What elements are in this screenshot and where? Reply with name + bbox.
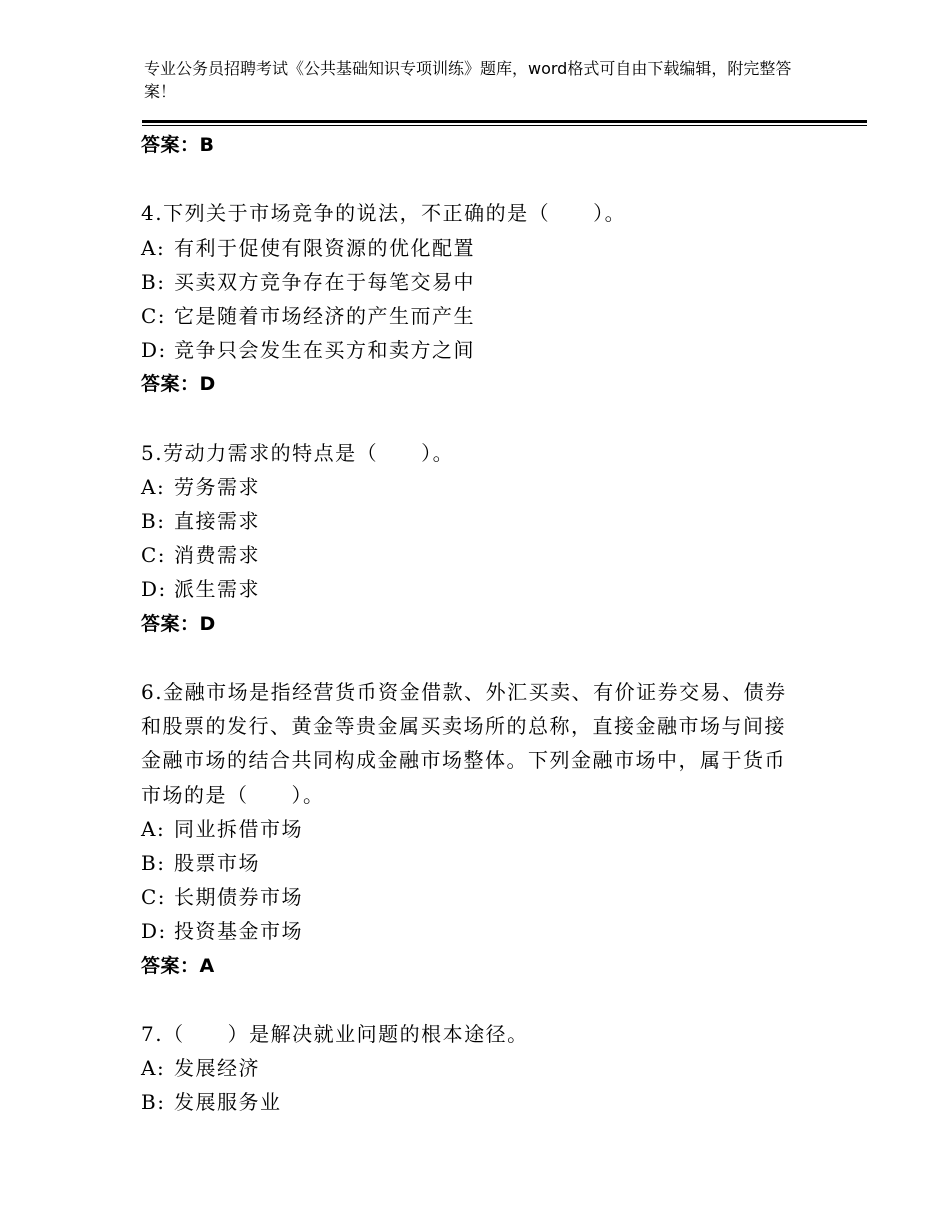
option-text: 派生需求 xyxy=(174,577,260,602)
option-b xyxy=(141,846,801,880)
answer-line: 答案：A xyxy=(141,954,215,977)
question-item xyxy=(141,196,801,401)
option-text: 买卖双方竞争存在于每笔交易中 xyxy=(174,269,475,294)
spacer xyxy=(141,162,801,196)
option-d xyxy=(141,333,801,367)
option-b xyxy=(141,265,801,299)
question-stem-line: 市场的是（ ）。 xyxy=(141,782,325,807)
header-divider xyxy=(142,120,867,126)
option-key: C: xyxy=(141,885,167,910)
option-text: 消费需求 xyxy=(174,543,260,568)
option-b xyxy=(141,1085,801,1119)
option-text: 同业拆借市场 xyxy=(174,816,303,841)
spacer xyxy=(141,983,801,1017)
question-stem-line: 金融市场的结合共同构成金融市场整体。下列金融市场中，属于货币 xyxy=(141,748,786,773)
option-c xyxy=(141,299,801,333)
option-key: B: xyxy=(141,1090,166,1115)
option-text: 长期债券市场 xyxy=(174,885,303,910)
option-text: 发展经济 xyxy=(174,1056,260,1081)
option-a xyxy=(141,470,801,504)
option-key: D: xyxy=(141,919,167,944)
option-key: C: xyxy=(141,543,167,568)
question-stem: 5.劳动力需求的特点是（ ）。 xyxy=(141,440,455,465)
question-item xyxy=(141,436,801,641)
question-item xyxy=(141,675,801,983)
spacer xyxy=(141,402,801,436)
option-text: 劳务需求 xyxy=(174,474,260,499)
question-list xyxy=(141,128,801,1119)
option-d xyxy=(141,914,801,948)
option-key: D: xyxy=(141,338,167,363)
option-text: 股票市场 xyxy=(174,850,260,875)
question-stem-line: 和股票的发行、黄金等贵金属买卖场所的总称，直接金融市场与间接 xyxy=(141,714,786,739)
option-a xyxy=(141,812,801,846)
option-key: A: xyxy=(141,1056,166,1081)
option-text: 发展服务业 xyxy=(174,1090,282,1115)
answer-line: 答案：D xyxy=(141,612,216,635)
option-key: B: xyxy=(141,850,166,875)
option-key: A: xyxy=(141,816,166,841)
option-a xyxy=(141,231,801,265)
question-stem: 4.下列关于市场竞争的说法，不正确的是（ ）。 xyxy=(141,201,627,226)
option-key: D: xyxy=(141,577,167,602)
option-text: 竞争只会发生在买方和卖方之间 xyxy=(174,338,475,363)
option-b xyxy=(141,504,801,538)
option-key: B: xyxy=(141,509,166,534)
option-a xyxy=(141,1051,801,1085)
option-key: B: xyxy=(141,269,166,294)
option-key: C: xyxy=(141,303,167,328)
answer-line: 答案：D xyxy=(141,373,216,396)
option-text: 直接需求 xyxy=(174,509,260,534)
option-text: 有利于促使有限资源的优化配置 xyxy=(174,235,475,260)
spacer xyxy=(141,641,801,675)
question-item xyxy=(141,1017,801,1120)
option-key: A: xyxy=(141,235,166,260)
option-text: 它是随着市场经济的产生而产生 xyxy=(174,303,475,328)
option-text: 投资基金市场 xyxy=(174,919,303,944)
question-stem: 7.（ ）是解决就业问题的根本途径。 xyxy=(141,1021,529,1046)
answer-line: 答案：B xyxy=(141,134,215,156)
page-header: 专业公务员招聘考试《公共基础知识专项训练》题库，word格式可自由下载编辑，附完整答案！ xyxy=(144,59,792,101)
question-stem-line: 6.金融市场是指经营货币资金借款、外汇买卖、有价证券交易、债券 xyxy=(141,680,787,704)
option-d xyxy=(141,572,801,606)
option-c xyxy=(141,538,801,572)
option-key: A: xyxy=(141,474,166,499)
option-c xyxy=(141,880,801,914)
